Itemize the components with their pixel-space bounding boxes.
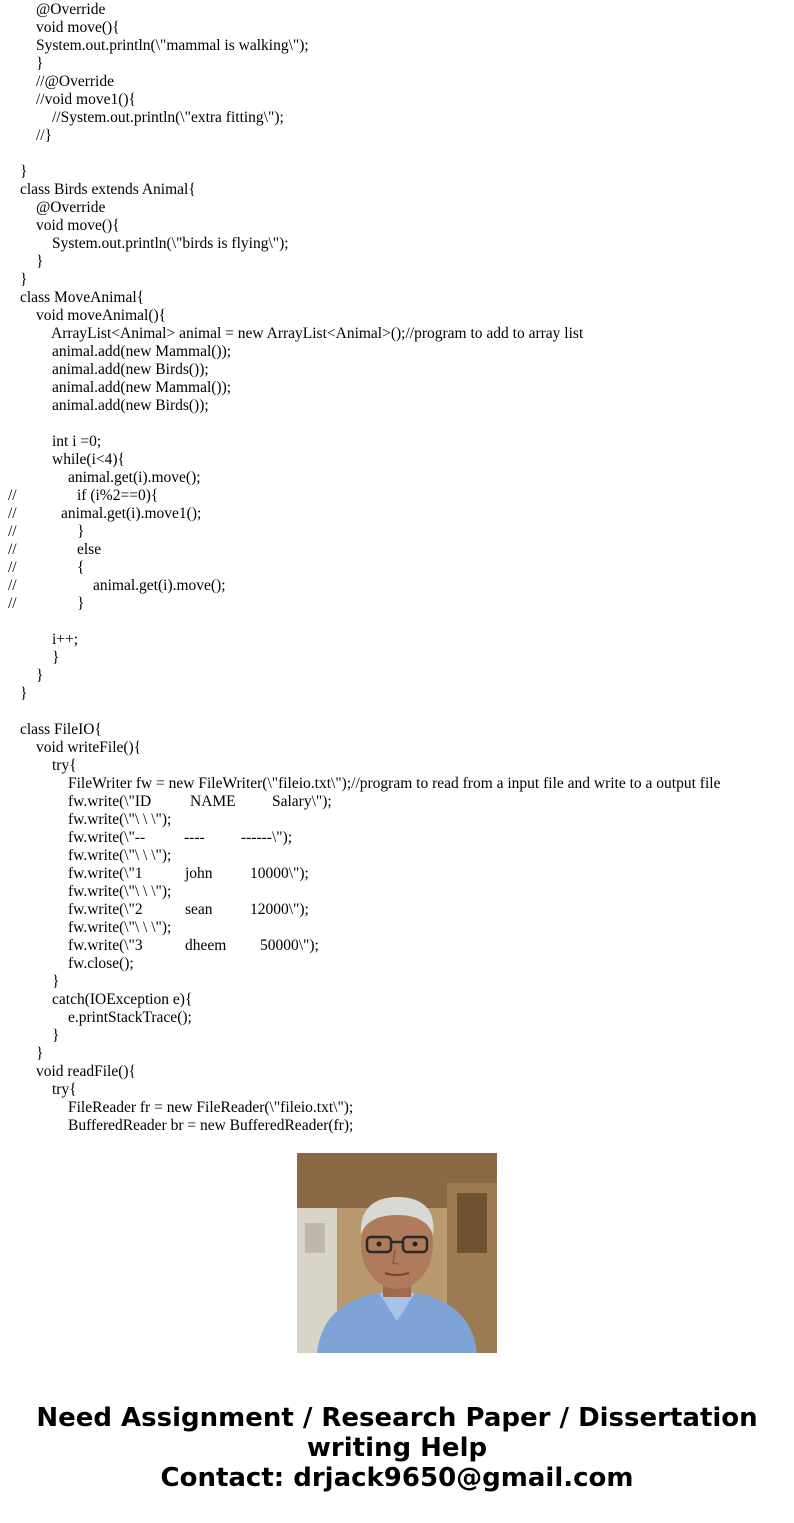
code-text: sean bbox=[185, 901, 213, 918]
code-text: animal.add(new Mammal()); bbox=[52, 379, 232, 396]
code-text: @Override bbox=[36, 1, 106, 18]
code-text: } bbox=[36, 55, 44, 72]
code-line bbox=[0, 757, 794, 775]
code-text: 12000\"); bbox=[250, 901, 309, 918]
code-text: NAME bbox=[190, 793, 236, 810]
code-text: ------\"); bbox=[241, 829, 293, 846]
code-line bbox=[0, 1027, 794, 1045]
code-text: //} bbox=[36, 127, 53, 144]
code-text: try{ bbox=[52, 1081, 77, 1098]
code-text: } bbox=[36, 1045, 44, 1062]
code-line bbox=[0, 541, 794, 559]
code-line bbox=[0, 847, 794, 865]
code-text: fw.write(\"\ \ \"); bbox=[68, 919, 172, 936]
code-line bbox=[0, 55, 794, 73]
code-line bbox=[0, 91, 794, 109]
code-text: } bbox=[77, 523, 85, 540]
code-line bbox=[0, 613, 794, 631]
code-line bbox=[0, 433, 794, 451]
code-text: } bbox=[36, 253, 44, 270]
code-text: ---- bbox=[184, 829, 205, 846]
code-text: void readFile(){ bbox=[36, 1063, 136, 1080]
code-text: //@Override bbox=[36, 73, 114, 90]
code-line bbox=[0, 703, 794, 721]
code-text: fw.close(); bbox=[68, 955, 134, 972]
code-text: animal.get(i).move1(); bbox=[61, 505, 202, 522]
code-line bbox=[0, 145, 794, 163]
code-line bbox=[0, 685, 794, 703]
code-line bbox=[0, 253, 794, 271]
code-line bbox=[0, 595, 794, 613]
code-line bbox=[0, 937, 794, 955]
code-line bbox=[0, 829, 794, 847]
code-text: System.out.println(\"birds is flying\"); bbox=[52, 235, 289, 252]
code-text: i++; bbox=[52, 631, 79, 648]
code-text: if (i%2==0){ bbox=[77, 487, 159, 504]
code-text: } bbox=[52, 973, 60, 990]
code-text: class Birds extends Animal{ bbox=[20, 181, 196, 198]
code-line bbox=[0, 523, 794, 541]
code-line bbox=[0, 37, 794, 55]
code-line bbox=[0, 1, 794, 19]
code-line bbox=[0, 1063, 794, 1081]
code-text: animal.add(new Mammal()); bbox=[52, 343, 232, 360]
code-text: // bbox=[8, 487, 17, 504]
code-line bbox=[0, 811, 794, 829]
code-line bbox=[0, 19, 794, 37]
code-line bbox=[0, 793, 794, 811]
code-text: System.out.println(\"mammal is walking\"); bbox=[36, 37, 309, 54]
code-text: //void move1(){ bbox=[36, 91, 136, 108]
code-text: } bbox=[52, 649, 60, 666]
code-line bbox=[0, 649, 794, 667]
code-text: fw.write(\"\ \ \"); bbox=[68, 847, 172, 864]
code-line bbox=[0, 289, 794, 307]
promo-line-2: writing Help bbox=[306, 1433, 488, 1463]
code-line bbox=[0, 955, 794, 973]
code-line bbox=[0, 73, 794, 91]
code-line bbox=[0, 181, 794, 199]
code-text: catch(IOException e){ bbox=[52, 991, 193, 1008]
code-line bbox=[0, 1099, 794, 1117]
code-text: { bbox=[77, 559, 85, 576]
code-text: while(i<4){ bbox=[52, 451, 125, 468]
code-text: // bbox=[8, 559, 17, 576]
code-line bbox=[0, 883, 794, 901]
code-text: animal.get(i).move(); bbox=[93, 577, 226, 594]
code-text: ArrayList<Animal> animal = new ArrayList<Animal>();//program to add to array list bbox=[51, 325, 584, 342]
promo-contact-line: Contact: drjack9650@gmail.com bbox=[160, 1463, 634, 1493]
code-line bbox=[0, 631, 794, 649]
code-line bbox=[0, 415, 794, 433]
code-text: // bbox=[8, 577, 17, 594]
code-line bbox=[0, 487, 794, 505]
code-text: john bbox=[185, 865, 213, 882]
code-line bbox=[0, 775, 794, 793]
code-text: } bbox=[20, 163, 28, 180]
code-text: fw.write(\"2 bbox=[68, 901, 143, 918]
code-text: animal.add(new Birds()); bbox=[52, 361, 209, 378]
code-line bbox=[0, 865, 794, 883]
code-line bbox=[0, 577, 794, 595]
code-text: fw.write(\"ID bbox=[68, 793, 152, 810]
code-line bbox=[0, 1117, 794, 1135]
code-text: int i =0; bbox=[52, 433, 102, 450]
code-text: // bbox=[8, 505, 17, 522]
code-line bbox=[0, 1081, 794, 1099]
code-text: } bbox=[77, 595, 85, 612]
code-line bbox=[0, 667, 794, 685]
code-text: 50000\"); bbox=[260, 937, 319, 954]
code-text: class FileIO{ bbox=[20, 721, 102, 738]
code-line bbox=[0, 307, 794, 325]
code-text: void moveAnimal(){ bbox=[36, 307, 167, 324]
promo-line-1: Need Assignment / Research Paper / Dissertation bbox=[36, 1403, 758, 1433]
code-text: fw.write(\"\ \ \"); bbox=[68, 811, 172, 828]
code-text: fw.write(\"-- bbox=[68, 829, 146, 846]
code-line bbox=[0, 397, 794, 415]
code-line bbox=[0, 991, 794, 1009]
code-line bbox=[0, 901, 794, 919]
code-text: void writeFile(){ bbox=[36, 739, 142, 756]
code-line bbox=[0, 1045, 794, 1063]
code-text: // bbox=[8, 523, 17, 540]
code-text: void move(){ bbox=[36, 217, 120, 234]
code-line bbox=[0, 469, 794, 487]
code-line bbox=[0, 127, 794, 145]
code-text: try{ bbox=[52, 757, 77, 774]
code-line bbox=[0, 739, 794, 757]
code-line bbox=[0, 235, 794, 253]
code-text: dheem bbox=[185, 937, 227, 954]
code-text: 10000\"); bbox=[250, 865, 309, 882]
code-text: } bbox=[20, 685, 28, 702]
code-text: } bbox=[52, 1027, 60, 1044]
code-text: class MoveAnimal{ bbox=[20, 289, 145, 306]
code-text: } bbox=[36, 667, 44, 684]
promo-banner bbox=[0, 1403, 794, 1493]
code-text: e.printStackTrace(); bbox=[68, 1009, 192, 1026]
code-line bbox=[0, 199, 794, 217]
presenter-photo-icon bbox=[297, 1153, 497, 1353]
code-text: fw.write(\"1 bbox=[68, 865, 143, 882]
code-text: animal.add(new Birds()); bbox=[52, 397, 209, 414]
code-text: Salary\"); bbox=[272, 793, 332, 810]
code-text: //System.out.println(\"extra fitting\"); bbox=[52, 109, 284, 126]
code-line bbox=[0, 919, 794, 937]
code-text: FileReader fr = new FileReader(\"fileio.txt\"); bbox=[68, 1099, 354, 1116]
code-line bbox=[0, 505, 794, 523]
code-line bbox=[0, 973, 794, 991]
code-line bbox=[0, 361, 794, 379]
code-line bbox=[0, 343, 794, 361]
presenter-avatar bbox=[297, 1153, 497, 1353]
code-text: BufferedReader br = new BufferedReader(fr); bbox=[68, 1117, 354, 1134]
code-line bbox=[0, 721, 794, 739]
code-line bbox=[0, 271, 794, 289]
code-text: fw.write(\"3 bbox=[68, 937, 143, 954]
code-text: @Override bbox=[36, 199, 106, 216]
code-line bbox=[0, 379, 794, 397]
code-line bbox=[0, 217, 794, 235]
code-text: } bbox=[20, 271, 28, 288]
code-text: FileWriter fw = new FileWriter(\"fileio.txt\");//program to read from a input file and write to a output file bbox=[68, 775, 721, 792]
code-text: animal.get(i).move(); bbox=[68, 469, 201, 486]
code-text: // bbox=[8, 595, 17, 612]
code-line bbox=[0, 1009, 794, 1027]
code-line bbox=[0, 559, 794, 577]
code-text: else bbox=[77, 541, 102, 558]
code-text: fw.write(\"\ \ \"); bbox=[68, 883, 172, 900]
code-line bbox=[0, 163, 794, 181]
code-text: void move(){ bbox=[36, 19, 120, 36]
code-text: // bbox=[8, 541, 17, 558]
code-line bbox=[0, 109, 794, 127]
code-line bbox=[0, 451, 794, 469]
code-line bbox=[0, 325, 794, 343]
